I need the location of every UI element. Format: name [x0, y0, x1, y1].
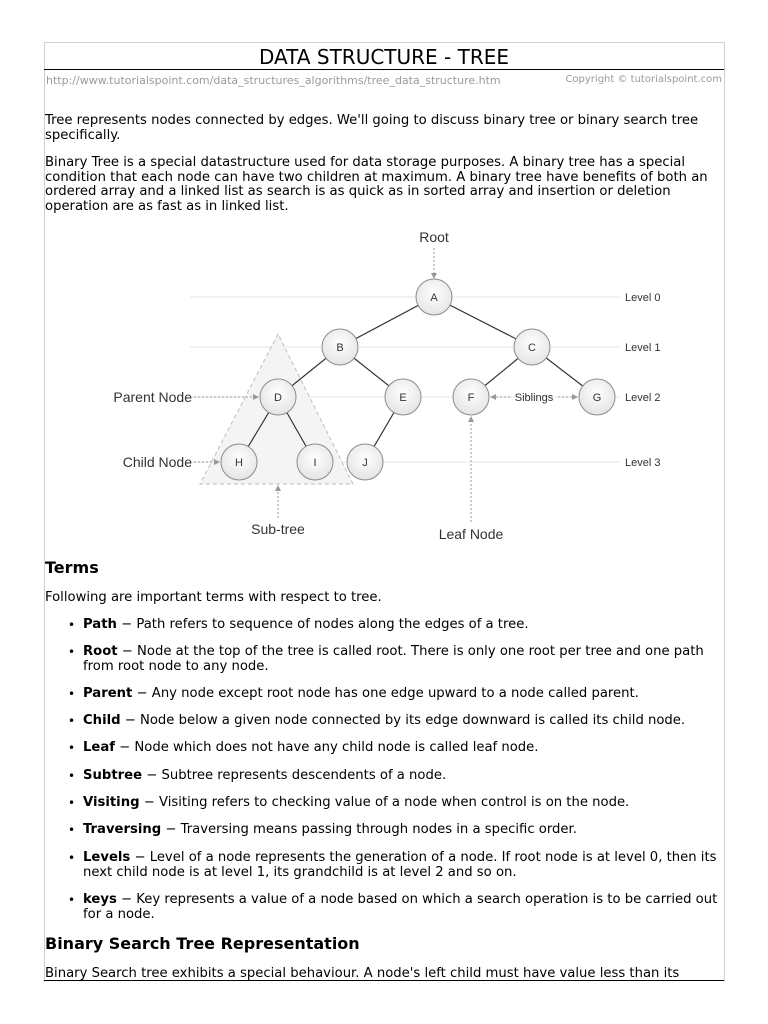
node-d-label: D — [274, 392, 282, 404]
node-c-label: C — [528, 342, 536, 354]
page-bottom-rule — [44, 980, 724, 981]
siblings-label: Siblings — [514, 392, 554, 404]
title-divider — [44, 69, 724, 70]
intro-paragraph-1: Tree represents nodes connected by edges. We'll going to discuss binary tree or binary search tree specifically. — [45, 113, 699, 143]
term-path: • Path − Path refers to sequence of nodes along the edges of a tree. — [68, 617, 529, 632]
page-title: DATA STRUCTURE - TREE — [259, 45, 509, 69]
child-node-label: Child Node — [122, 454, 192, 470]
level-3-label: Level 3 — [625, 457, 661, 469]
term-visiting: • Visiting − Visiting refers to checking value of a node when control is on the node. — [68, 795, 630, 810]
node-i-label: I — [313, 457, 317, 469]
source-url[interactable]: http://www.tutorialspoint.com/data_structures_algorithms/tree_data_structure.htm — [46, 74, 501, 87]
level-1-label: Level 1 — [625, 342, 661, 354]
term-parent: • Parent − Any node except root node has one edge upward to a node called parent. — [68, 686, 639, 701]
term-subtree: • Subtree − Subtree represents descendents of a node. — [68, 768, 447, 783]
node-f-label: F — [467, 392, 475, 404]
bst-heading: Binary Search Tree Representation — [45, 934, 360, 953]
term-keys: • keys − Key represents a value of a node based on which a search operation is to be carried out for a node. — [68, 892, 718, 922]
subtree-label: Sub-tree — [251, 521, 305, 537]
terms-heading: Terms — [45, 558, 99, 577]
term-root: • Root − Node at the top of the tree is called root. There is only one root per tree and one path from root node to any node. — [68, 644, 704, 674]
term-levels: • Levels − Level of a node represents the generation of a node. If root node is at level 0, then its next child node is at level 1, its grandchild is at level 2 and so on. — [68, 850, 717, 880]
intro-paragraph-2: Binary Tree is a special datastructure used for data storage purposes. A binary tree has a special condition that each node can have two children at maximum. A binary tree have benefits of both an ordered array and a linked list as search is as quick as in sorted array and insertion or deletion operation are as fast as in linked list. — [45, 155, 708, 214]
level-2-label: Level 2 — [625, 392, 661, 404]
copyright-notice: Copyright © tutorialspoint.com — [565, 74, 722, 85]
leaf-node-label: Leaf Node — [438, 526, 504, 542]
parent-node-label: Parent Node — [113, 389, 192, 405]
root-label: Root — [419, 229, 449, 245]
terms-intro: Following are important terms with respect to tree. — [45, 590, 382, 605]
bst-paragraph: Binary Search tree exhibits a special behaviour. A node's left child must have value less than its — [45, 966, 680, 981]
level-0-label: Level 0 — [625, 292, 661, 304]
term-leaf: • Leaf − Node which does not have any child node is called leaf node. — [68, 740, 539, 755]
term-child: • Child − Node below a given node connected by its edge downward is called its child node. — [68, 713, 686, 728]
node-b-label: B — [336, 342, 344, 354]
node-j-label: J — [362, 457, 368, 469]
binary-tree-diagram — [90, 222, 690, 552]
node-e-label: E — [399, 392, 407, 404]
node-h-label: H — [235, 457, 243, 469]
node-g-label: G — [592, 392, 602, 404]
node-a-label: A — [430, 292, 438, 304]
term-traversing: • Traversing − Traversing means passing through nodes in a specific order. — [68, 822, 577, 837]
